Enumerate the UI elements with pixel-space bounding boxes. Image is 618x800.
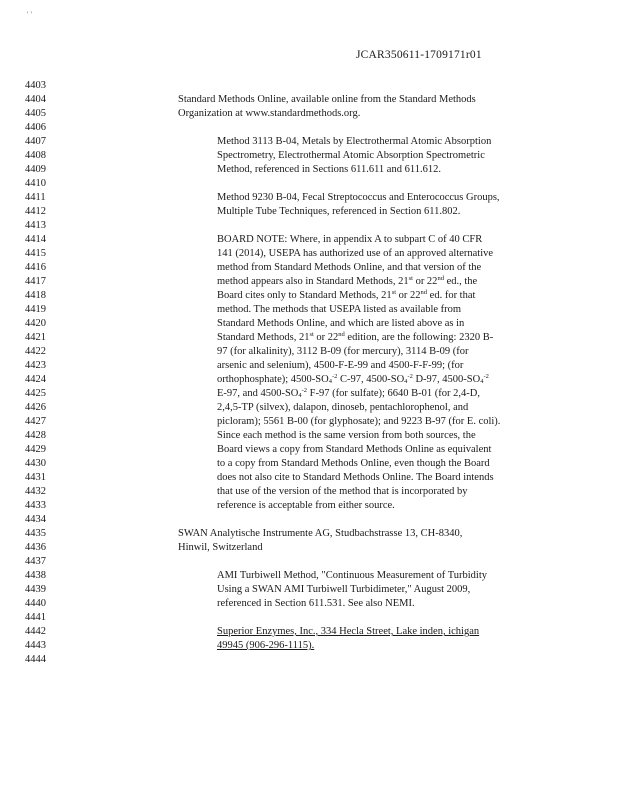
- line-number: 4438: [25, 570, 46, 581]
- text-line: Method 9230 B-04, Fecal Streptococcus and Enterococcus Groups,: [217, 192, 500, 203]
- text-run: ed., the: [443, 276, 478, 287]
- text-run: C-97, 4500-SO: [337, 374, 405, 385]
- line-number: 4428: [25, 430, 46, 441]
- line-number: 4420: [25, 318, 46, 329]
- line-number: 4441: [25, 612, 46, 623]
- text-run: or 22: [313, 332, 339, 343]
- text-line: Multiple Tube Techniques, referenced in Section 611.802.: [217, 206, 461, 217]
- line-number: 4436: [25, 542, 46, 553]
- subscript: 4: [404, 378, 408, 385]
- text-line: 2,4,5-TP (silvex), dalapon, dinoseb, pentachlorophenol, and: [217, 402, 469, 413]
- line-number: 4406: [25, 122, 46, 133]
- superscript: -2: [301, 387, 308, 394]
- line-number: 4422: [25, 346, 46, 357]
- scan-marks: ' ': [27, 10, 32, 19]
- line-number: 4408: [25, 150, 46, 161]
- text-run: D-97, 4500-SO: [412, 374, 481, 385]
- superscript: -2: [483, 373, 489, 380]
- text-run: orthophosphate); 4500-SO: [217, 374, 329, 385]
- line-number: 4430: [25, 458, 46, 469]
- line-number: 4431: [25, 472, 46, 483]
- text-line: arsenic and selenium), 4500-F-E-99 and 4500-F-F-99; (for: [217, 360, 464, 371]
- text-line: SWAN Analytische Instrumente AG, Studbachstrasse 13, CH-8340,: [178, 528, 463, 539]
- text-run: ed. for that: [427, 290, 476, 301]
- line-number: 4437: [25, 556, 46, 567]
- text-line: 97 (for alkalinity), 3112 B-09 (for mercury), 3114 B-09 (for: [217, 346, 469, 357]
- line-number: 4405: [25, 108, 46, 119]
- text-run: method appears also in Standard Methods, 21: [217, 276, 409, 287]
- line-number: 4423: [25, 360, 46, 371]
- line-number: 4409: [25, 164, 46, 175]
- text-line: [217, 275, 477, 289]
- line-number: 4424: [25, 374, 46, 385]
- superscript: nd: [437, 275, 444, 282]
- text-run: F-97 (for sulfate); 6640 B-01 (for 2,4-D,: [307, 388, 480, 399]
- superscript: nd: [338, 331, 345, 338]
- line-number: 4439: [25, 584, 46, 595]
- text-line: [217, 387, 480, 401]
- line-number: 4421: [25, 332, 46, 343]
- text-line: Hinwil, Switzerland: [178, 542, 263, 553]
- line-number: 4404: [25, 94, 46, 105]
- text-run: Board cites only to Standard Methods, 21: [217, 290, 392, 301]
- line-number: 4413: [25, 220, 46, 231]
- text-line: Standard Methods Online, available online from the Standard Methods: [178, 94, 476, 105]
- line-number: 4414: [25, 234, 46, 245]
- text-run: or 22: [412, 276, 438, 287]
- line-number: 4407: [25, 136, 46, 147]
- line-number: 4411: [25, 192, 46, 203]
- superscript: st: [391, 289, 397, 296]
- line-number: 4429: [25, 444, 46, 455]
- text-line: Standard Methods Online, and which are listed above as in: [217, 318, 465, 329]
- text-run: E-97, and 4500-SO: [217, 388, 299, 399]
- text-line: AMI Turbiwell Method, "Continuous Measurement of Turbidity: [217, 570, 488, 581]
- superscript: st: [309, 331, 314, 338]
- line-number: 4419: [25, 304, 46, 315]
- text-line: Since each method is the same version from both sources, the: [217, 430, 476, 441]
- line-number: 4415: [25, 248, 46, 259]
- text-line: Superior Enzymes, Inc., 334 Hecla Street, Lake inden, ichigan: [217, 626, 480, 637]
- text-line: does not also cite to Standard Methods Online. The Board intends: [217, 472, 494, 483]
- subscript: 4: [480, 378, 484, 385]
- text-line: to a copy from Standard Methods Online, even though the Board: [217, 458, 490, 469]
- line-number: 4426: [25, 402, 46, 413]
- line-number: 4425: [25, 388, 46, 399]
- line-number: 4416: [25, 262, 46, 273]
- subscript: 4: [298, 392, 302, 399]
- superscript: -2: [331, 373, 338, 380]
- text-line: Spectrometry, Electrothermal Atomic Absorption Spectrometric: [217, 150, 485, 161]
- line-number: 4433: [25, 500, 46, 511]
- line-number: 4410: [25, 178, 46, 189]
- line-number: 4432: [25, 486, 46, 497]
- text-line: 49945 (906-296-1115).: [217, 640, 315, 651]
- text-line: method. The methods that USEPA listed as available from: [217, 304, 462, 315]
- line-number: 4440: [25, 598, 46, 609]
- line-number: 4412: [25, 206, 46, 217]
- text-line: picloram); 5561 B-00 (for glyphosate); and 9223 B-97 (for E. coli).: [217, 416, 501, 427]
- line-number: 4435: [25, 528, 46, 539]
- text-line: referenced in Section 611.531. See also NEMI.: [217, 598, 415, 609]
- document-id: JCAR350611-1709171r01: [356, 49, 482, 61]
- line-number: 4418: [25, 290, 46, 301]
- text-line: [217, 373, 489, 387]
- text-run: or 22: [396, 290, 421, 301]
- superscript: -2: [407, 373, 413, 380]
- text-line: reference is acceptable from either source.: [217, 500, 395, 511]
- text-line: Method 3113 B-04, Metals by Electrothermal Atomic Absorption: [217, 136, 492, 147]
- text-line: Method, referenced in Sections 611.611 and 611.612.: [217, 164, 441, 175]
- superscript: nd: [420, 289, 428, 296]
- text-line: Using a SWAN AMI Turbiwell Turbidimeter," August 2009,: [217, 584, 471, 595]
- superscript: st: [408, 275, 413, 282]
- line-number: 4417: [25, 276, 46, 287]
- text-line: Board views a copy from Standard Methods Online as equivalent: [217, 444, 492, 455]
- text-line: [217, 289, 475, 303]
- text-run: edition, are the following: 2320 B-: [344, 332, 494, 343]
- text-line: Organization at www.standardmethods.org.: [178, 108, 361, 119]
- line-number: 4403: [25, 80, 46, 91]
- line-number: 4442: [25, 626, 46, 637]
- line-number: 4427: [25, 416, 46, 427]
- subscript: 4: [328, 378, 332, 385]
- text-line: 141 (2014), USEPA has authorized use of an approved alternative: [217, 248, 494, 259]
- line-number: 4444: [25, 654, 46, 665]
- text-line: method from Standard Methods Online, and that version of the: [217, 262, 482, 273]
- text-line: [217, 331, 493, 345]
- text-run: Standard Methods, 21: [217, 332, 310, 343]
- line-number: 4443: [25, 640, 46, 651]
- line-number: 4434: [25, 514, 46, 525]
- text-line: that use of the version of the method that is incorporated by: [217, 486, 468, 497]
- text-line: BOARD NOTE: Where, in appendix A to subpart C of 40 CFR: [217, 234, 483, 245]
